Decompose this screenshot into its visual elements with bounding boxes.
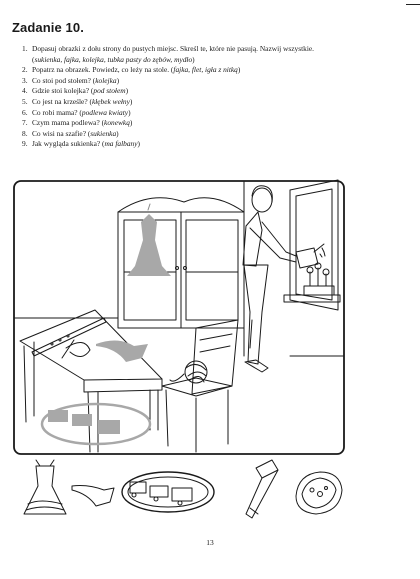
option-soap xyxy=(296,472,342,514)
mother-figure xyxy=(243,186,325,372)
pipe-silhouette xyxy=(96,340,148,362)
wardrobe-knob xyxy=(176,267,179,270)
train-silhouette xyxy=(42,404,150,444)
instruction-item-7: 7. Czym mama podlewa? (konewką) xyxy=(22,118,133,128)
instruction-item-5: 5. Co jest na krześle? (kłębek wełny) xyxy=(22,96,133,106)
instruction-item-1: 1. Dopasuj obrazki z dołu strony do pustych miejsc. Skreśl te, które nie pasują. Nazwij wszystkie. xyxy=(22,44,315,53)
instruction-item-9: 9. Jak wygląda sukienka? (ma falbany) xyxy=(22,139,140,149)
instruction-item-2: 2. Popatrz na obrazek. Powiedz, co leży na stole. (fajka, flet, igła z nitką) xyxy=(22,65,241,75)
instruction-item-8: 8. Co wisi na szafie? (sukienka) xyxy=(22,128,119,138)
instruction-item-1-answers: ( sukienka, fajka, kolejka, tubka pasty do zębów, mydło ) xyxy=(32,54,195,64)
dress-silhouette xyxy=(127,204,171,276)
instruction-item-3: 3. Co stoi pod stołem? (kolejka) xyxy=(22,75,120,85)
torso xyxy=(243,212,262,266)
flower-pot xyxy=(304,263,334,295)
exercise-title: Zadanie 10. xyxy=(12,20,84,35)
arm xyxy=(262,222,296,256)
shoe xyxy=(245,360,268,372)
table xyxy=(20,310,162,452)
option-train xyxy=(122,472,214,512)
legs xyxy=(244,265,268,364)
option-dress xyxy=(24,460,66,514)
option-pipe xyxy=(72,486,114,507)
chair xyxy=(162,320,238,452)
window xyxy=(290,180,338,310)
picture-options xyxy=(24,460,342,518)
needle-thread xyxy=(62,340,90,358)
instruction-item-4: 4. Gdzie stoi kolejka? (pod stołem) xyxy=(22,86,129,96)
head xyxy=(252,188,272,212)
instruction-item-6: 6. Co robi mama? (podlewa kwiaty) xyxy=(22,107,131,117)
option-toothpaste xyxy=(246,460,278,518)
page-number: 13 xyxy=(206,538,214,547)
